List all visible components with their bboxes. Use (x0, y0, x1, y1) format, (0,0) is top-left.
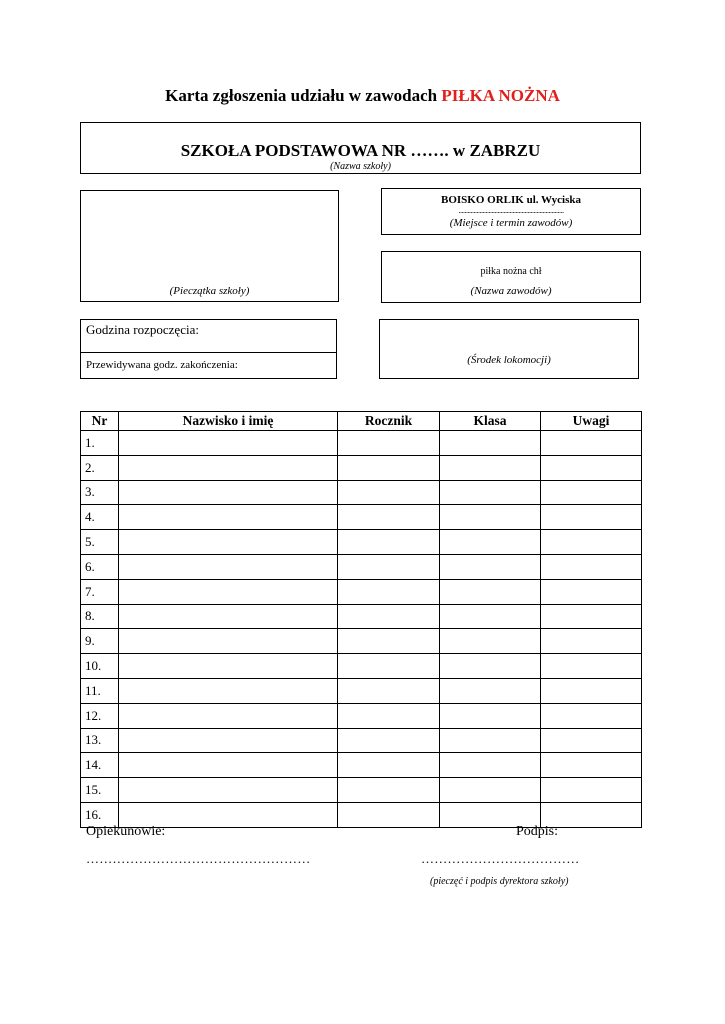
cell-class[interactable] (440, 678, 541, 703)
table-row (81, 530, 642, 555)
cell-year[interactable] (338, 728, 440, 753)
cell-class[interactable] (440, 703, 541, 728)
competition-box (381, 251, 641, 303)
cell-year[interactable] (338, 505, 440, 530)
guardians-label: Opiekunowie: (86, 824, 166, 839)
header-year: Rocznik (338, 412, 440, 431)
table-row (81, 554, 642, 579)
table-row (81, 480, 642, 505)
school-stamp-label: (Pieczątka szkoły) (169, 285, 250, 297)
cell-class[interactable] (440, 604, 541, 629)
cell-class[interactable] (440, 554, 541, 579)
row-nr: 12. (81, 703, 119, 728)
time-box (80, 319, 337, 379)
table-row (81, 778, 642, 803)
cell-year[interactable] (338, 703, 440, 728)
cell-year[interactable] (338, 431, 440, 456)
table-header-row (81, 412, 642, 431)
table-row (81, 579, 642, 604)
table-row (81, 455, 642, 480)
cell-class[interactable] (440, 654, 541, 679)
school-name-box (80, 122, 641, 174)
table-row (81, 431, 642, 456)
table-row (81, 629, 642, 654)
cell-year[interactable] (338, 629, 440, 654)
venue-name: BOISKO ORLIK ul. Wyciska (441, 194, 581, 206)
cell-year[interactable] (338, 554, 440, 579)
cell-notes[interactable] (541, 728, 642, 753)
players-table (80, 411, 642, 828)
cell-year[interactable] (338, 753, 440, 778)
transport-box (379, 319, 639, 379)
cell-notes[interactable] (541, 480, 642, 505)
table-row (81, 728, 642, 753)
row-nr: 6. (81, 554, 119, 579)
row-nr: 5. (81, 530, 119, 555)
cell-name[interactable] (119, 579, 338, 604)
cell-class[interactable] (440, 579, 541, 604)
row-nr: 4. (81, 505, 119, 530)
school-stamp-box (80, 190, 339, 302)
cell-name[interactable] (119, 530, 338, 555)
row-nr: 2. (81, 455, 119, 480)
cell-notes[interactable] (541, 629, 642, 654)
table-row (81, 654, 642, 679)
table-row (81, 703, 642, 728)
cell-notes[interactable] (541, 505, 642, 530)
transport-label: (Środek lokomocji) (467, 354, 551, 366)
cell-name[interactable] (119, 455, 338, 480)
table-row (81, 604, 642, 629)
row-nr: 10. (81, 654, 119, 679)
header-name: Nazwisko i imię (119, 412, 338, 431)
row-nr: 3. (81, 480, 119, 505)
cell-class[interactable] (440, 530, 541, 555)
header-class: Klasa (440, 412, 541, 431)
cell-year[interactable] (338, 778, 440, 803)
cell-name[interactable] (119, 728, 338, 753)
cell-year[interactable] (338, 480, 440, 505)
cell-name[interactable] (119, 778, 338, 803)
competition-label: (Nazwa zawodów) (470, 285, 552, 297)
cell-notes[interactable] (541, 778, 642, 803)
school-name-label: (Nazwa szkoły) (330, 161, 391, 172)
row-nr: 8. (81, 604, 119, 629)
cell-year[interactable] (338, 455, 440, 480)
signature-dots[interactable]: ……………………………… (421, 851, 580, 866)
row-nr: 9. (81, 629, 119, 654)
cell-notes[interactable] (541, 554, 642, 579)
row-nr: 15. (81, 778, 119, 803)
start-time-field[interactable]: Godzina rozpoczęcia: (81, 320, 336, 353)
cell-year[interactable] (338, 579, 440, 604)
table-row (81, 505, 642, 530)
cell-name[interactable] (119, 703, 338, 728)
cell-year[interactable] (338, 530, 440, 555)
venue-label: (Miejsce i termin zawodów) (449, 217, 573, 229)
row-nr: 11. (81, 678, 119, 703)
cell-name[interactable] (119, 629, 338, 654)
cell-notes[interactable] (541, 604, 642, 629)
cell-name[interactable] (119, 431, 338, 456)
table-row (81, 678, 642, 703)
cell-name[interactable] (119, 554, 338, 579)
cell-notes[interactable] (541, 703, 642, 728)
cell-notes[interactable] (541, 455, 642, 480)
cell-notes[interactable] (541, 431, 642, 456)
school-name: SZKOŁA PODSTAWOWA NR ……. w ZABRZU (180, 141, 541, 160)
cell-class[interactable] (440, 728, 541, 753)
cell-name[interactable] (119, 505, 338, 530)
cell-notes[interactable] (541, 678, 642, 703)
cell-name[interactable] (119, 604, 338, 629)
competition-name: piłka nożna chł (480, 266, 542, 277)
cell-class[interactable] (440, 629, 541, 654)
row-nr: 14. (81, 753, 119, 778)
cell-notes[interactable] (541, 753, 642, 778)
end-time-field[interactable]: Przewidywana godz. zakończenia: (86, 359, 238, 371)
row-nr: 16. (81, 802, 119, 827)
row-nr: 1. (81, 431, 119, 456)
cell-notes[interactable] (541, 530, 642, 555)
signature-label: Podpis: (516, 824, 559, 839)
cell-class[interactable] (440, 455, 541, 480)
header-nr: Nr (81, 412, 119, 431)
cell-notes[interactable] (541, 579, 642, 604)
row-nr: 7. (81, 579, 119, 604)
cell-class[interactable] (440, 480, 541, 505)
cell-name[interactable] (119, 654, 338, 679)
cell-notes[interactable] (541, 654, 642, 679)
venue-dots: ...................................................................... (458, 207, 564, 215)
row-nr: 13. (81, 728, 119, 753)
director-signature-label: (pieczęć i podpis dyrektora szkoły) (430, 876, 569, 887)
cell-year[interactable] (338, 654, 440, 679)
cell-year[interactable] (338, 802, 440, 827)
cell-name[interactable] (119, 753, 338, 778)
guardians-dots[interactable]: …………………………………………… (86, 851, 311, 866)
form-title (0, 86, 725, 106)
form-title-highlight: PIŁKA NOŻNA (441, 86, 560, 105)
cell-year[interactable] (338, 678, 440, 703)
header-notes: Uwagi (541, 412, 642, 431)
cell-class[interactable] (440, 505, 541, 530)
cell-name[interactable] (119, 678, 338, 703)
cell-class[interactable] (440, 778, 541, 803)
form-title-main: Karta zgłoszenia udziału w zawodach (165, 86, 438, 105)
venue-box (381, 188, 641, 235)
cell-name[interactable] (119, 480, 338, 505)
table-row (81, 753, 642, 778)
cell-class[interactable] (440, 753, 541, 778)
cell-class[interactable] (440, 431, 541, 456)
cell-year[interactable] (338, 604, 440, 629)
